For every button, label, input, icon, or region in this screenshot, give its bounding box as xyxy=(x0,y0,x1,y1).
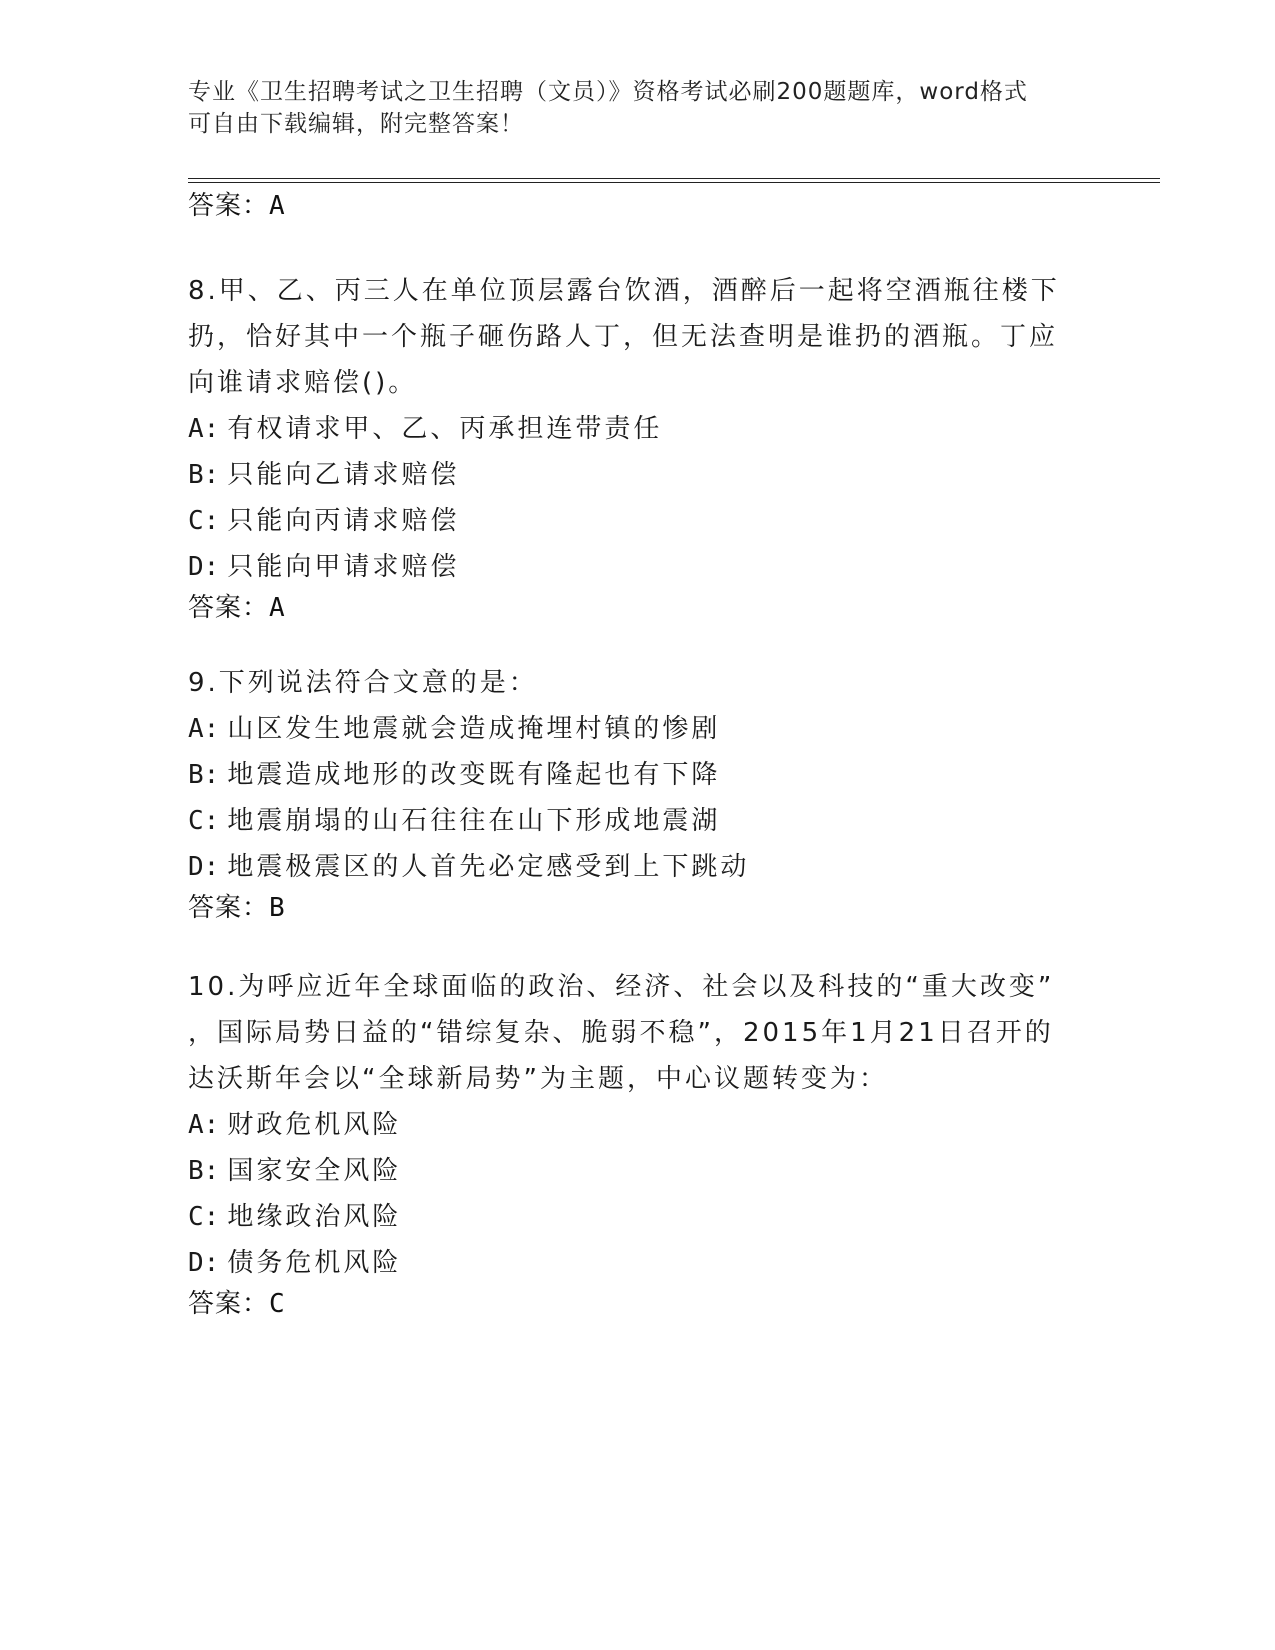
option-text: 债务危机风险 xyxy=(227,1248,402,1278)
option-c xyxy=(188,498,1088,544)
header-line-2: 可自由下载编辑，附完整答案！ xyxy=(188,111,524,137)
header-rule-bottom xyxy=(188,182,1160,183)
option-text: 只能向甲请求赔偿 xyxy=(227,552,460,582)
document-header xyxy=(188,76,1088,140)
question-answer xyxy=(188,592,1088,624)
answer-label: 答案： xyxy=(188,1289,270,1319)
option-text: 地震崩塌的山石往往在山下形成地震湖 xyxy=(227,806,721,836)
question-stem xyxy=(188,660,1088,706)
option-text: 财政危机风险 xyxy=(227,1110,402,1140)
answer-label: 答案： xyxy=(188,893,270,923)
answer-value: A xyxy=(269,593,286,623)
option-text: 国家安全风险 xyxy=(227,1156,402,1186)
question-answer xyxy=(188,1288,1088,1320)
answer-value: C xyxy=(269,1289,286,1319)
option-text: 地震极震区的人首先必定感受到上下跳动 xyxy=(227,852,750,882)
option-key: C: xyxy=(188,806,220,836)
option-key: A: xyxy=(188,414,220,444)
answer-label: 答案： xyxy=(188,593,270,623)
stem-line: 向谁请求赔偿()。 xyxy=(188,368,418,398)
option-key: A: xyxy=(188,714,220,744)
option-key: B: xyxy=(188,760,220,790)
answer-label: 答案： xyxy=(188,191,270,221)
option-text: 只能向丙请求赔偿 xyxy=(227,506,460,536)
stem-line: 8.甲、乙、丙三人在单位顶层露台饮酒，酒醉后一起将空酒瓶往楼下 xyxy=(188,276,1060,306)
stem-line: 达沃斯年会以“全球新局势”为主题，中心议题转变为： xyxy=(188,1064,888,1094)
answer-value: A xyxy=(269,191,286,221)
stem-line: ，国际局势日益的“错综复杂、脆弱不稳”，2015年1月21日召开的 xyxy=(188,1018,1054,1048)
answer-value: B xyxy=(269,893,286,923)
option-c xyxy=(188,1194,1088,1240)
option-a xyxy=(188,1102,1088,1148)
header-line-1: 专业《卫生招聘考试之卫生招聘（文员）》资格考试必刷200题题库，word格式 xyxy=(188,79,1028,105)
question-9 xyxy=(188,660,1088,924)
option-text: 地震造成地形的改变既有隆起也有下降 xyxy=(227,760,721,790)
question-stem xyxy=(188,964,1088,1102)
option-key: B: xyxy=(188,1156,220,1186)
option-b xyxy=(188,1148,1088,1194)
stem-line: 9.下列说法符合文意的是： xyxy=(188,668,538,698)
option-key: C: xyxy=(188,1202,220,1232)
stem-line: 扔，恰好其中一个瓶子砸伤路人丁，但无法查明是谁扔的酒瓶。丁应 xyxy=(188,322,1059,352)
option-text: 有权请求甲、乙、丙承担连带责任 xyxy=(227,414,663,444)
option-key: A: xyxy=(188,1110,220,1140)
option-key: D: xyxy=(188,852,220,882)
question-stem xyxy=(188,268,1088,406)
option-key: D: xyxy=(188,1248,220,1278)
option-a xyxy=(188,406,1088,452)
previous-answer xyxy=(188,190,286,222)
option-b xyxy=(188,752,1088,798)
option-text: 山区发生地震就会造成掩埋村镇的惨剧 xyxy=(227,714,721,744)
question-10 xyxy=(188,964,1088,1320)
option-text: 地缘政治风险 xyxy=(227,1202,402,1232)
option-key: C: xyxy=(188,506,220,536)
option-d xyxy=(188,544,1088,590)
option-text: 只能向乙请求赔偿 xyxy=(227,460,460,490)
question-8 xyxy=(188,268,1088,624)
option-a xyxy=(188,706,1088,752)
option-d xyxy=(188,1240,1088,1286)
stem-line: 10.为呼应近年全球面临的政治、经济、社会以及科技的“重大改变” xyxy=(188,972,1055,1002)
option-d xyxy=(188,844,1088,890)
option-b xyxy=(188,452,1088,498)
question-answer xyxy=(188,892,1088,924)
option-key: D: xyxy=(188,552,220,582)
header-rule-top xyxy=(188,178,1160,179)
option-c xyxy=(188,798,1088,844)
option-key: B: xyxy=(188,460,220,490)
